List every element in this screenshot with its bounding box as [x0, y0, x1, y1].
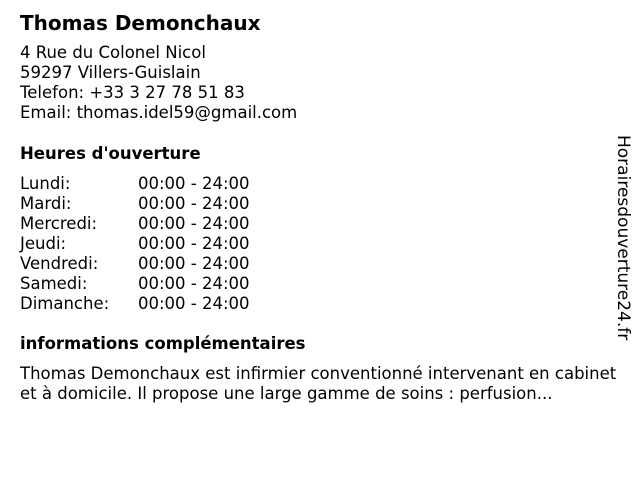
address-line-2: 59297 Villers-Guislain [20, 63, 201, 82]
time-range: 00:00 - 24:00 [138, 274, 250, 293]
day-label: Mercredi: [20, 214, 98, 233]
hours-row-sunday [20, 294, 250, 314]
email-address: Email: thomas.idel59@gmail.com [20, 103, 298, 122]
time-range: 00:00 - 24:00 [138, 234, 250, 253]
hours-row-tuesday [20, 194, 250, 214]
time-range: 00:00 - 24:00 [138, 214, 250, 233]
phone-number: Telefon: +33 3 27 78 51 83 [20, 83, 245, 102]
time-range: 00:00 - 24:00 [138, 294, 250, 313]
day-label: Jeudi: [20, 234, 67, 253]
opening-hours-heading: Heures d'ouverture [20, 144, 201, 163]
contact-block [20, 43, 297, 123]
address-line-1: 4 Rue du Colonel Nicol [20, 43, 206, 62]
time-range: 00:00 - 24:00 [138, 254, 250, 273]
opening-hours-table [20, 174, 250, 314]
time-range: 00:00 - 24:00 [138, 194, 250, 213]
site-watermark: Horairesdouverture24.fr [613, 135, 633, 341]
business-name: Thomas Demonchaux [20, 11, 261, 35]
hours-row-monday [20, 174, 250, 194]
hours-row-wednesday [20, 214, 250, 234]
time-range: 00:00 - 24:00 [138, 174, 250, 193]
hours-row-friday [20, 254, 250, 274]
additional-info-heading: informations complémentaires [20, 334, 306, 353]
business-description: Thomas Demonchaux est infirmier conventionné intervenant en cabinet et à domicile. Il propose une large gamme de soins : perfusion... [20, 364, 617, 403]
day-label: Mardi: [20, 194, 72, 213]
hours-row-saturday [20, 274, 250, 294]
day-label: Lundi: [20, 174, 71, 193]
hours-row-thursday [20, 234, 250, 254]
day-label: Samedi: [20, 274, 88, 293]
day-label: Vendredi: [20, 254, 99, 273]
day-label: Dimanche: [20, 294, 110, 313]
